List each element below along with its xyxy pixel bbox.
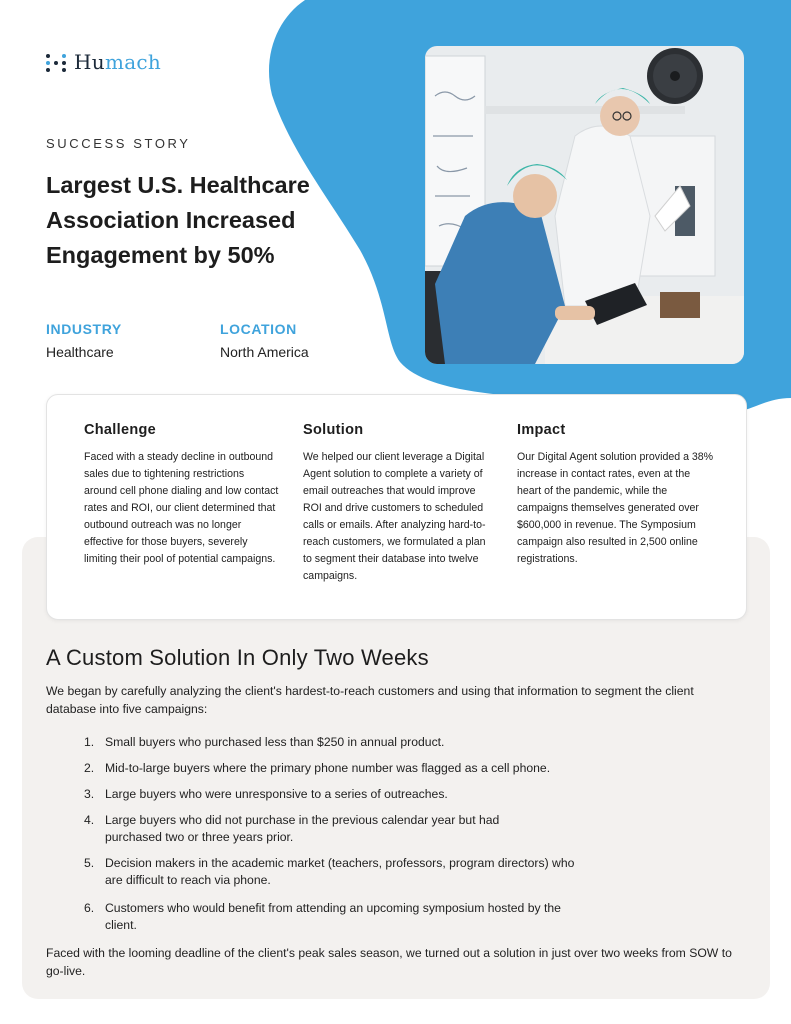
list-item-text: Decision makers in the academic market (teachers, professors, program directors) who are difficult to reach via phone. <box>105 856 575 887</box>
impact-column <box>517 422 715 568</box>
list-item-text: Small buyers who purchased less than $250 in annual product. <box>105 735 445 749</box>
logo-wordmark-part-1: Hu <box>74 50 105 74</box>
challenge-column <box>84 422 279 568</box>
humach-logo <box>46 50 161 74</box>
lab-workers-photo <box>425 46 744 364</box>
logo-wordmark-part-2: mach <box>104 50 162 74</box>
logo-dots-icon <box>46 52 66 72</box>
page-headline: Largest U.S. Healthcare Association Increased Engagement by 50% <box>46 172 310 268</box>
section-title: A Custom Solution In Only Two Weeks <box>46 645 429 670</box>
industry-label: INDUSTRY <box>46 321 122 337</box>
list-item-number: 6. <box>84 901 95 915</box>
location-label: LOCATION <box>220 321 297 337</box>
list-item-number: 1. <box>84 735 95 749</box>
list-item-number: 2. <box>84 761 95 775</box>
location-value: North America <box>220 344 309 360</box>
solution-title: Solution <box>303 422 364 438</box>
challenge-body: Faced with a steady decline in outbound sales due to tightening restrictions around cell phone dialing and low contact rates and ROI, our client determined that outbound outreach was no longer effective for those buyers, severely limiting their pool of potential campaigns. <box>84 451 279 565</box>
solution-body: We helped our client leverage a Digital Agent solution to complete a variety of email outreaches that would improve ROI and drive customers to scheduled calls or emails. After analyzing hard-to-reach customers, we formulated a plan to segment their database into twelve campaigns. <box>303 451 486 582</box>
intro-paragraph: We began by carefully analyzing the client's hardest-to-reach customers and using that information to segment the client database into five campaigns: <box>46 684 694 716</box>
list-item-text: Large buyers who were unresponsive to a series of outreaches. <box>105 787 448 801</box>
challenge-title: Challenge <box>84 422 156 438</box>
hero-photo <box>425 46 744 364</box>
list-item-number: 4. <box>84 813 95 827</box>
impact-body: Our Digital Agent solution provided a 38% increase in contact rates, even at the heart of the pandemic, while the campaigns themselves generated over $600,000 in revenue. The Symposium campaign also resulted in 2,500 online registrations. <box>517 451 714 565</box>
eyebrow-label: SUCCESS STORY <box>46 136 191 151</box>
solution-column <box>303 422 493 585</box>
industry-value: Healthcare <box>46 344 114 360</box>
closing-paragraph: Faced with the looming deadline of the client's peak sales season, we turned out a solution in just over two weeks from SOW to go-live. <box>46 946 732 978</box>
list-item-text: Mid-to-large buyers where the primary phone number was flagged as a cell phone. <box>105 761 551 775</box>
logo-wordmark <box>74 50 161 74</box>
list-item-number: 5. <box>84 856 95 870</box>
impact-title: Impact <box>517 422 566 438</box>
list-item-text: Large buyers who did not purchase in the previous calendar year but had purchased two or three years prior. <box>105 813 500 844</box>
summary-card <box>46 394 747 620</box>
list-item-text: Customers who would benefit from attending an upcoming symposium hosted by the client. <box>105 901 561 932</box>
list-item-number: 3. <box>84 787 95 801</box>
